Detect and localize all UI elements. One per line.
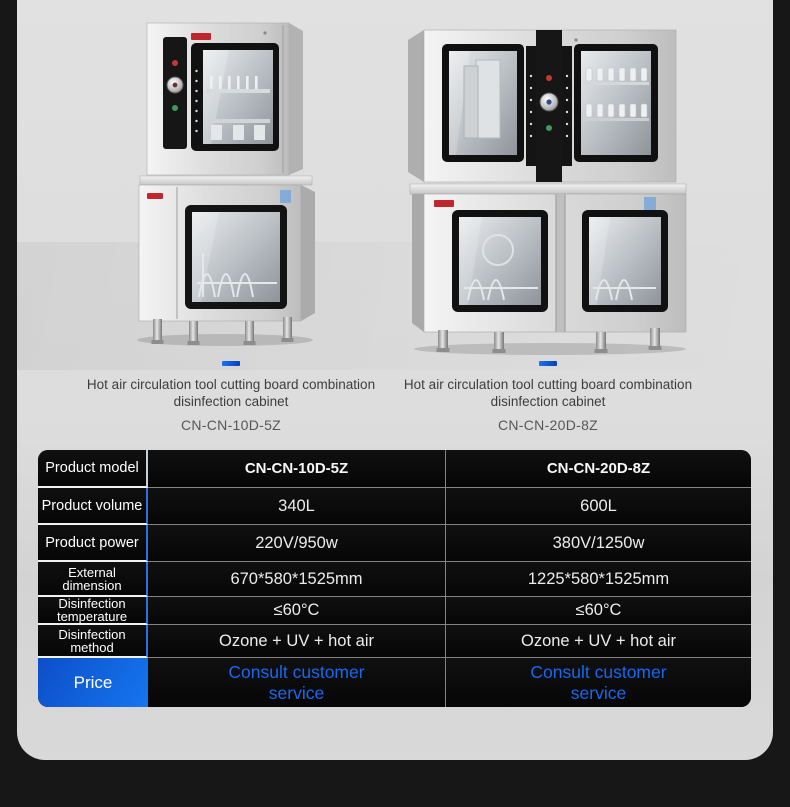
row-label-disinfection-method: Disinfection method (38, 625, 148, 658)
left-rail (526, 46, 536, 166)
value-temperature-1: ≤60°C (148, 597, 445, 625)
value-dimension-2: 1225*580*1525mm (445, 562, 751, 597)
row-label-disinfection-temperature: Disinfection temperature (38, 597, 148, 625)
spec-table (38, 450, 751, 707)
row-label-product-model: Product model (38, 450, 148, 488)
bottom-brand-label (147, 193, 163, 199)
blue-dash-divider (222, 361, 240, 366)
value-volume-2: 600L (445, 488, 751, 525)
value-volume-1: 340L (148, 488, 445, 525)
value-method-2: Ozone + UV + hot air (445, 625, 751, 658)
caption-line2: disinfection cabinet (490, 394, 606, 409)
value-model-2: CN-CN-20D-8Z (445, 450, 751, 488)
row-label-price: Price (38, 658, 148, 707)
right-glass (581, 51, 651, 155)
product-caption-left (71, 376, 391, 434)
brand-label (191, 33, 211, 40)
caption-line2: disinfection cabinet (173, 394, 289, 409)
value-dimension-1: 670*580*1525mm (148, 562, 445, 597)
blue-dash-divider (539, 361, 557, 366)
info-sticker (644, 197, 656, 211)
row-label-product-power: Product power (38, 525, 148, 562)
top-cabinet (147, 23, 303, 175)
price-consult-text: Consult customer service (530, 661, 667, 703)
indicator-red (546, 75, 552, 81)
value-model-1: CN-CN-10D-5Z (148, 450, 445, 488)
value-temperature-2: ≤60°C (445, 597, 751, 625)
cutting-boards (464, 60, 500, 138)
indicator-red (172, 60, 178, 66)
product-model-code: CN-CN-20D-8Z (497, 417, 599, 433)
info-sticker (280, 190, 291, 203)
counter-lip (140, 176, 312, 185)
value-price-1 (148, 658, 445, 707)
right-rail (562, 46, 572, 166)
row-label-external-dimension: External dimension (38, 562, 148, 597)
caption-line1: Hot air circulation tool cutting board combination (86, 377, 376, 392)
indicator-green (172, 105, 178, 111)
product-photo-double-unit (398, 20, 698, 355)
value-power-2: 380V/1250w (445, 525, 751, 562)
value-price-2 (445, 658, 751, 707)
bottom-brand-label (434, 200, 454, 207)
bottom-cabinet (412, 194, 686, 332)
product-caption-right (388, 376, 708, 434)
bottom-cabinet (139, 185, 315, 321)
price-consult-text: Consult customer service (228, 661, 365, 703)
content-panel (17, 0, 773, 760)
product-photo-single-unit (133, 13, 321, 347)
top-cabinet (408, 30, 676, 182)
value-method-1: Ozone + UV + hot air (148, 625, 445, 658)
product-shadow (414, 343, 686, 355)
row-label-product-volume: Product volume (38, 488, 148, 525)
value-power-1: 220V/950w (148, 525, 445, 562)
counter-lip (410, 184, 686, 194)
caption-line1: Hot air circulation tool cutting board combination (403, 377, 693, 392)
product-model-code: CN-CN-10D-5Z (180, 417, 282, 433)
indicator-green (546, 125, 552, 131)
